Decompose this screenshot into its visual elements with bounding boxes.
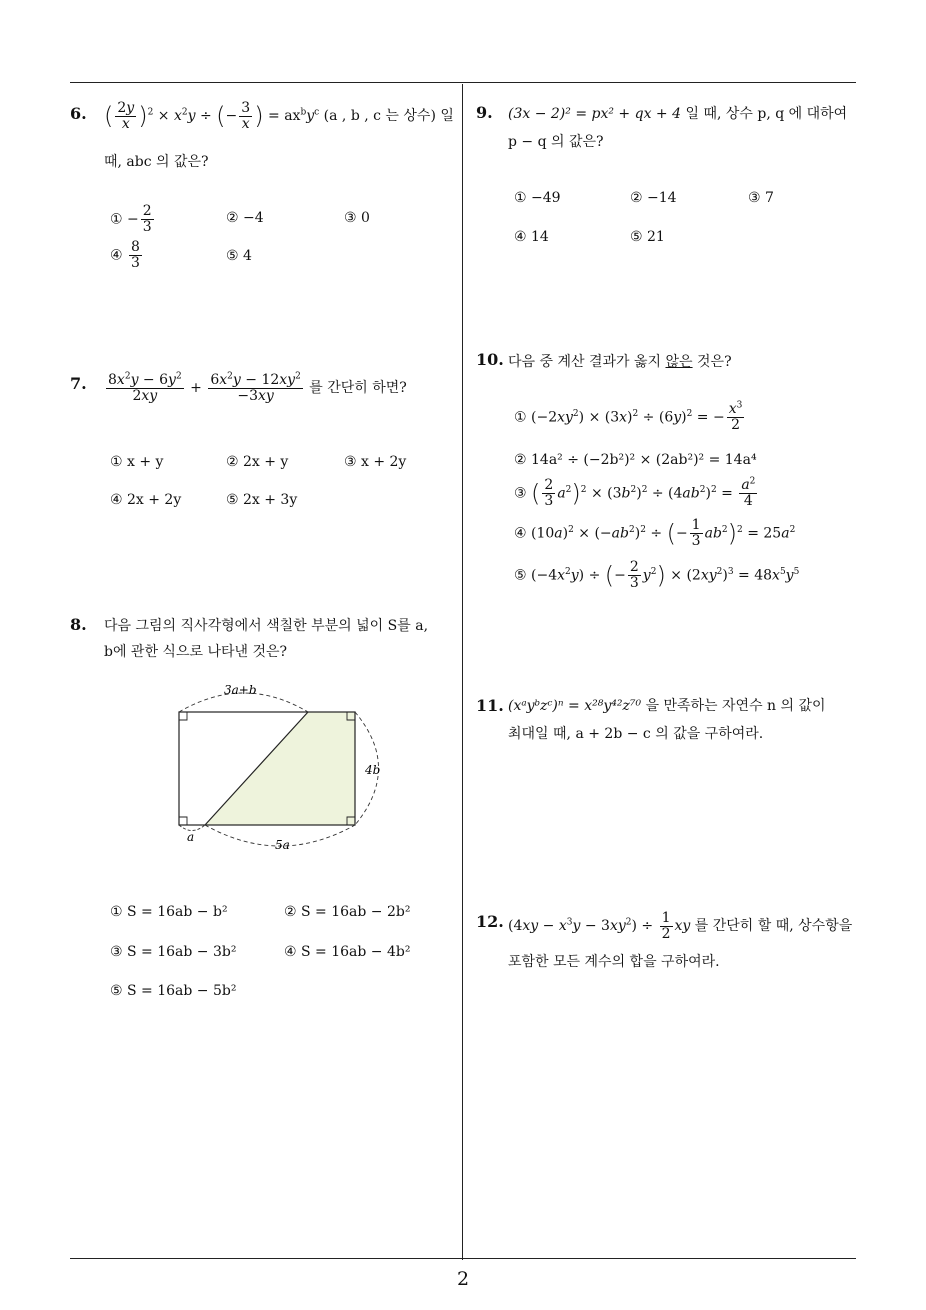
- rectangle-figure: [170, 682, 400, 852]
- top-rule: [70, 82, 856, 83]
- option-5[interactable]: ⑤ 2x + 3y: [226, 492, 298, 508]
- option-5[interactable]: ⑤ 21: [630, 229, 665, 245]
- question-12: [476, 908, 866, 988]
- question-number: 12.: [476, 912, 504, 931]
- option-1[interactable]: ① x + y: [110, 454, 164, 470]
- question-number: 7.: [70, 374, 87, 393]
- page-number: 2: [456, 1268, 470, 1290]
- question-9-line1: (3x − 2)² = px² + qx + 4 일 때, 상수 p, q 에 대하여: [508, 106, 848, 122]
- question-12-line2: 포함한 모든 계수의 합을 구하여라.: [508, 954, 720, 970]
- bottom-label: 5a: [275, 838, 290, 852]
- option-4[interactable]: ④ S = 16ab − 4b²: [284, 944, 411, 960]
- question-10-stem: 다음 중 계산 결과가 옳지 않은 것은?: [508, 354, 732, 370]
- question-7-stem: $\frac{8x^2y - 6y^2}{2xy}$ + $\frac{6x^2y - 12xy^2}{-3xy}$ 를 간단히 하면?: [108, 370, 407, 404]
- option-2[interactable]: ② S = 16ab − 2b²: [284, 904, 411, 920]
- question-8-line1: 다음 그림의 직사각형에서 색칠한 부분의 넓이 S를 a,: [104, 618, 429, 634]
- option-3[interactable]: ③ 7: [748, 190, 774, 206]
- question-number: 11.: [476, 696, 504, 715]
- question-12-line1: $(4xy - x^3y - 3xy^2)$ ÷ $\frac{1}{2}$ xy 를 간단히 할 때, 상수항을: [508, 909, 853, 942]
- question-7: [70, 368, 460, 518]
- option-1[interactable]: ① − $\frac{2}{3}$: [110, 203, 152, 235]
- question-8: [70, 612, 460, 1012]
- shaded-region: [205, 712, 355, 825]
- option-5[interactable]: ⑤ S = 16ab − 5b²: [110, 983, 237, 999]
- option-3[interactable]: ③ ( $\frac{2}{3}$ $a^2)^2 \times (3b^2)^2 \div (4ab^2)^2$ = $\frac{a^2}{4}$: [514, 476, 756, 509]
- option-3[interactable]: ③ 0: [344, 210, 370, 226]
- question-6-stem: ( $\frac{2y}{x}$ )$^2 \times x^2y$ ÷ (− $\frac{3}{x}$ ) = $ax^by^c$ (a , b , c 는 상수) 일: [104, 99, 454, 132]
- question-9: [476, 100, 866, 260]
- option-4[interactable]: ④ 2x + 2y: [110, 492, 182, 508]
- question-number: 10.: [476, 350, 504, 369]
- column-divider: [462, 84, 463, 1260]
- bottom-rule: [70, 1258, 856, 1259]
- right-angle-mark: [179, 817, 187, 825]
- question-6-line2: 때, abc 의 값은?: [104, 154, 209, 170]
- question-11: [476, 692, 866, 762]
- option-2[interactable]: ② −4: [226, 210, 264, 226]
- option-3[interactable]: ③ x + 2y: [344, 454, 407, 470]
- question-10: [476, 346, 866, 606]
- question-number: 9.: [476, 103, 493, 122]
- option-1[interactable]: ① −49: [514, 190, 561, 206]
- right-angle-mark: [179, 712, 187, 720]
- question-11-line2: 최대일 때, a + 2b − c 의 값을 구하여라.: [508, 726, 764, 742]
- right-label: 4b: [365, 763, 381, 777]
- option-1[interactable]: ① $(-2xy^2) \times (3x)^2 \div (6y)^2$ = − $\frac{x^3}{2}$: [514, 400, 743, 433]
- option-2[interactable]: ② 2x + y: [226, 454, 289, 470]
- question-number: 8.: [70, 615, 87, 634]
- option-1[interactable]: ① S = 16ab − b²: [110, 904, 228, 920]
- option-4[interactable]: ④ $\frac{8}{3}$: [110, 239, 140, 271]
- question-11-line1: (xᵃyᵇzᶜ)ⁿ = x²⁸y⁴²z⁷⁰ 을 만족하는 자연수 n 의 값이: [508, 698, 826, 714]
- top-label: 3a+b: [224, 683, 257, 697]
- option-2[interactable]: ② 14a² ÷ (−2b²)² × (2ab²)² = 14a⁴: [514, 452, 757, 468]
- option-2[interactable]: ② −14: [630, 190, 677, 206]
- question-6: [70, 100, 460, 290]
- small-label: a: [187, 830, 195, 844]
- question-9-line2: p − q 의 값은?: [508, 134, 604, 150]
- option-4[interactable]: ④ $(10a)^2 \times (-ab^2)^2$ ÷ (− $\frac{1}{3}$ $ab^2)^2 = 25a^2$: [514, 517, 796, 549]
- option-3[interactable]: ③ S = 16ab − 3b²: [110, 944, 237, 960]
- question-number: 6.: [70, 104, 87, 123]
- option-5[interactable]: ⑤ 4: [226, 248, 252, 264]
- option-4[interactable]: ④ 14: [514, 229, 549, 245]
- option-5[interactable]: ⑤ $(-4x^2y)$ ÷ (− $\frac{2}{3}$ $y^2) \times (2xy^2)^3 = 48x^5y^5$: [514, 559, 800, 591]
- question-8-line2: b에 관한 식으로 나타낸 것은?: [104, 644, 288, 660]
